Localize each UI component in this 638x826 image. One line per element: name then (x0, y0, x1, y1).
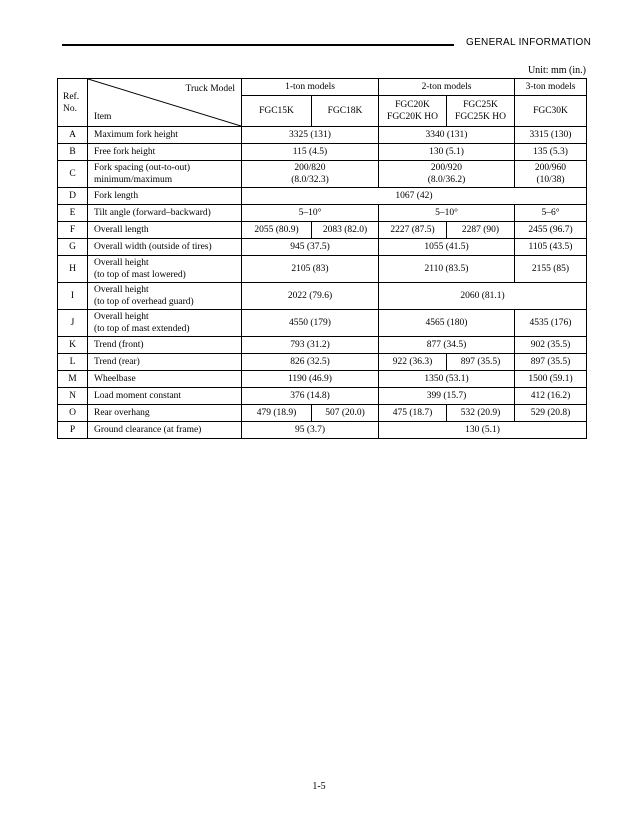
spec-table (57, 78, 587, 439)
table-row (58, 371, 587, 388)
value-cell: 135 (5.3) (515, 144, 587, 161)
table-row (58, 310, 587, 337)
item-cell: Rear overhang (88, 405, 242, 422)
ref-cell: I (58, 283, 88, 310)
table-row (58, 405, 587, 422)
value-cell: 130 (5.1) (379, 144, 515, 161)
table-row (58, 256, 587, 283)
item-label: Item (94, 112, 112, 122)
ref-cell: A (58, 127, 88, 144)
ref-cell: C (58, 161, 88, 188)
value-cell: 3340 (131) (379, 127, 515, 144)
value-cell: 130 (5.1) (379, 422, 587, 439)
group-header-3-ton: 3-ton models (515, 79, 587, 96)
value-cell: 95 (3.7) (242, 422, 379, 439)
value-cell: 2022 (79.6) (242, 283, 379, 310)
group-header-2-ton: 2-ton models (379, 79, 515, 96)
value-cell: 1067 (42) (242, 188, 587, 205)
value-cell: 475 (18.7) (379, 405, 447, 422)
ref-cell: B (58, 144, 88, 161)
ref-cell: L (58, 354, 88, 371)
item-cell: Overall height (to top of mast extended) (88, 310, 242, 337)
table-row (58, 388, 587, 405)
value-cell: 4535 (176) (515, 310, 587, 337)
section-title: GENERAL INFORMATION (466, 37, 592, 48)
value-cell: 529 (20.8) (515, 405, 587, 422)
value-cell: 2287 (90) (447, 222, 515, 239)
item-cell: Overall length (88, 222, 242, 239)
value-cell: 897 (35.5) (515, 354, 587, 371)
value-cell: 4550 (179) (242, 310, 379, 337)
model-header-fgc25k: FGC25K FGC25K HO (447, 96, 515, 127)
ref-no-header: Ref. No. (58, 79, 88, 127)
table-row (58, 422, 587, 439)
value-cell: 897 (35.5) (447, 354, 515, 371)
item-cell: Fork spacing (out-to-out) minimum/maximum (88, 161, 242, 188)
truck-model-label: Truck Model (185, 84, 235, 94)
model-header-fgc30k: FGC30K (515, 96, 587, 127)
value-cell: 4565 (180) (379, 310, 515, 337)
value-cell: 1500 (59.1) (515, 371, 587, 388)
header-rule (62, 44, 454, 46)
truck-model-item-header (88, 79, 242, 127)
item-cell: Fork length (88, 188, 242, 205)
ref-cell: D (58, 188, 88, 205)
value-cell: 5–10° (379, 205, 515, 222)
item-cell: Wheelbase (88, 371, 242, 388)
value-cell: 826 (32.5) (242, 354, 379, 371)
value-cell: 793 (31.2) (242, 337, 379, 354)
ref-cell: E (58, 205, 88, 222)
value-cell: 877 (34.5) (379, 337, 515, 354)
table-row (58, 239, 587, 256)
value-cell: 200/820 (8.0/32.3) (242, 161, 379, 188)
ref-cell: F (58, 222, 88, 239)
item-cell: Load moment constant (88, 388, 242, 405)
item-cell: Tilt angle (forward–backward) (88, 205, 242, 222)
ref-cell: J (58, 310, 88, 337)
table-row (58, 205, 587, 222)
value-cell: 399 (15.7) (379, 388, 515, 405)
unit-label: Unit: mm (in.) (527, 65, 586, 76)
value-cell: 5–10° (242, 205, 379, 222)
ref-cell: O (58, 405, 88, 422)
value-cell: 922 (36.3) (379, 354, 447, 371)
group-header-1-ton: 1-ton models (242, 79, 379, 96)
table-row (58, 161, 587, 188)
table-row (58, 222, 587, 239)
value-cell: 945 (37.5) (242, 239, 379, 256)
ref-cell: N (58, 388, 88, 405)
value-cell: 479 (18.9) (242, 405, 312, 422)
table-row (58, 144, 587, 161)
value-cell: 2155 (85) (515, 256, 587, 283)
value-cell: 2055 (80.9) (242, 222, 312, 239)
value-cell: 902 (35.5) (515, 337, 587, 354)
item-cell: Maximum fork height (88, 127, 242, 144)
value-cell: 3325 (131) (242, 127, 379, 144)
item-cell: Trend (front) (88, 337, 242, 354)
value-cell: 1105 (43.5) (515, 239, 587, 256)
value-cell: 507 (20.0) (312, 405, 379, 422)
value-cell: 2227 (87.5) (379, 222, 447, 239)
ref-cell: H (58, 256, 88, 283)
table-row (58, 188, 587, 205)
item-cell: Overall height (to top of overhead guard) (88, 283, 242, 310)
value-cell: 2083 (82.0) (312, 222, 379, 239)
ref-cell: P (58, 422, 88, 439)
item-cell: Overall height (to top of mast lowered) (88, 256, 242, 283)
value-cell: 412 (16.2) (515, 388, 587, 405)
value-cell: 2060 (81.1) (379, 283, 587, 310)
ref-cell: K (58, 337, 88, 354)
ref-cell: M (58, 371, 88, 388)
value-cell: 200/960 (10/38) (515, 161, 587, 188)
value-cell: 5–6° (515, 205, 587, 222)
table-row (58, 354, 587, 371)
item-cell: Overall width (outside of tires) (88, 239, 242, 256)
value-cell: 2110 (83.5) (379, 256, 515, 283)
value-cell: 2105 (83) (242, 256, 379, 283)
value-cell: 1055 (41.5) (379, 239, 515, 256)
model-header-fgc20k: FGC20K FGC20K HO (379, 96, 447, 127)
model-header-fgc15k: FGC15K (242, 96, 312, 127)
value-cell: 3315 (130) (515, 127, 587, 144)
model-header-fgc18k: FGC18K (312, 96, 379, 127)
item-cell: Trend (rear) (88, 354, 242, 371)
item-cell: Ground clearance (at frame) (88, 422, 242, 439)
item-cell: Free fork height (88, 144, 242, 161)
table-row (58, 283, 587, 310)
table-row (58, 337, 587, 354)
ref-cell: G (58, 239, 88, 256)
value-cell: 1190 (46.9) (242, 371, 379, 388)
value-cell: 1350 (53.1) (379, 371, 515, 388)
value-cell: 115 (4.5) (242, 144, 379, 161)
value-cell: 376 (14.8) (242, 388, 379, 405)
value-cell: 2455 (96.7) (515, 222, 587, 239)
value-cell: 532 (20.9) (447, 405, 515, 422)
page-number: 1-5 (312, 781, 326, 792)
table-row (58, 127, 587, 144)
value-cell: 200/920 (8.0/36.2) (379, 161, 515, 188)
